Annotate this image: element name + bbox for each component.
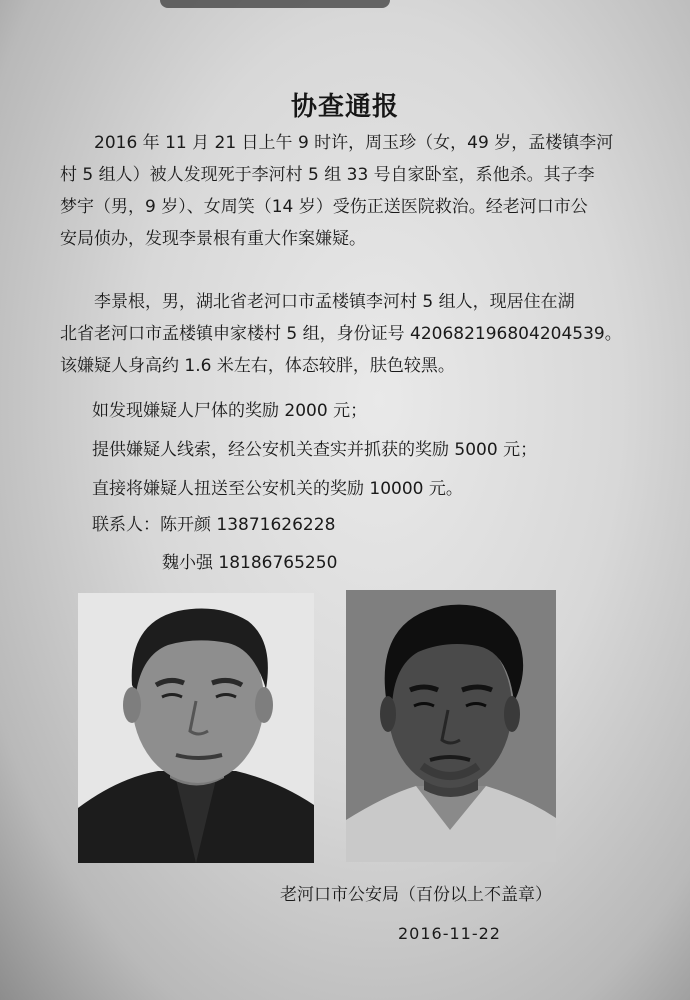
paragraph-line: 李景根，男，湖北省老河口市孟楼镇李河村 5 组人，现居住在湖 xyxy=(94,292,575,312)
reward-line: 如发现嫌疑人尸体的奖励 2000 元； xyxy=(92,401,368,421)
paragraph-line: 村 5 组人）被人发现死于李河村 5 组 33 号自家卧室，系他杀。其子李 xyxy=(60,165,595,185)
suspect-photo-left xyxy=(78,593,314,863)
issue-date: 2016-11-22 xyxy=(398,924,501,943)
suspect-photo-right xyxy=(346,590,556,862)
paragraph-line: 2016 年 11 月 21 日上午 9 时许，周玉珍（女，49 岁，孟楼镇李河 xyxy=(94,133,614,153)
suspect-portrait-icon xyxy=(346,590,556,862)
contact-primary: 联系人：陈开颜 13871626228 xyxy=(92,515,336,535)
paragraph-line: 北省老河口市孟楼镇申家楼村 5 组，身份证号 420682196804204539。 xyxy=(60,324,622,344)
paragraph-line: 梦宇（男，9 岁）、女周笑（14 岁）受伤正送医院救治。经老河口市公 xyxy=(60,197,588,217)
incident-paragraph xyxy=(60,127,660,255)
paragraph-line: 该嫌疑人身高约 1.6 米左右，体态较胖，肤色较黑。 xyxy=(60,356,455,376)
issuing-authority: 老河口市公安局（百份以上不盖章） xyxy=(280,885,552,905)
reward-line: 提供嫌疑人线索，经公安机关查实并抓获的奖励 5000 元； xyxy=(92,440,538,460)
contact-secondary: 魏小强 18186765250 xyxy=(162,553,338,573)
suspect-description-paragraph xyxy=(60,286,660,382)
suspect-portrait-icon xyxy=(78,593,314,863)
notice-title: 协查通报 xyxy=(290,92,399,122)
paragraph-line: 安局侦办，发现李景根有重大作案嫌疑。 xyxy=(60,229,366,249)
reward-line: 直接将嫌疑人扭送至公安机关的奖励 10000 元。 xyxy=(92,479,463,499)
shadow xyxy=(160,0,390,8)
